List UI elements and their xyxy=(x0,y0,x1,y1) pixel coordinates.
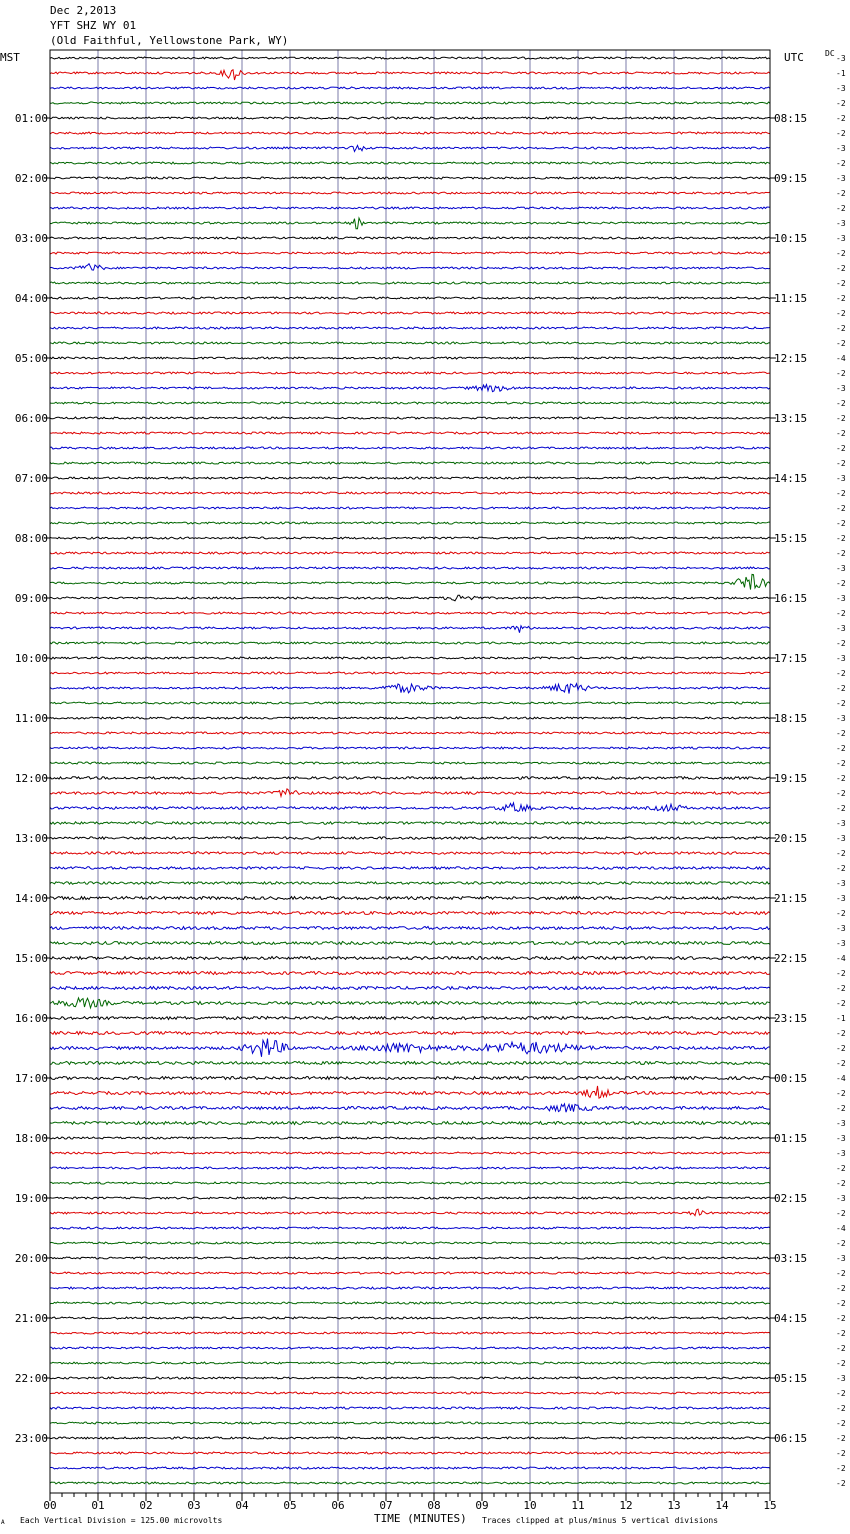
dc-offset-label: -2 xyxy=(836,579,846,588)
dc-offset-label: -2 xyxy=(836,534,846,543)
left-hour-label: 05:00 xyxy=(14,352,48,365)
x-tick-label: 15 xyxy=(763,1499,777,1512)
right-hour-label: 18:15 xyxy=(774,712,808,725)
left-hour-label: 10:00 xyxy=(14,652,48,665)
dc-offset-label: -2 xyxy=(836,864,846,873)
dc-offset-label: -3 xyxy=(836,924,846,933)
x-tick-label: 03 xyxy=(187,1499,201,1512)
clip-note: Traces clipped at plus/minus 5 vertical divisions xyxy=(482,1516,719,1525)
dc-offset-label: -2 xyxy=(836,1104,846,1113)
trace-row xyxy=(50,987,770,990)
trace-row xyxy=(50,237,770,239)
trace-row xyxy=(50,282,770,284)
dc-offset-label: -2 xyxy=(836,549,846,558)
trace-row xyxy=(50,1257,770,1259)
dc-offset-label: -3 xyxy=(836,384,846,393)
x-tick-label: 06 xyxy=(331,1499,345,1512)
trace-row xyxy=(50,1122,770,1125)
trace-row xyxy=(50,1467,770,1469)
trace-row xyxy=(50,1317,770,1319)
right-hour-label: 04:15 xyxy=(774,1312,808,1325)
dc-offset-label: -2 xyxy=(836,699,846,708)
dc-offset-label: -3 xyxy=(836,219,846,228)
trace-row xyxy=(50,837,770,839)
dc-offset-label: -2 xyxy=(836,609,846,618)
dc-offset-label: -3 xyxy=(836,1134,846,1143)
left-hour-label: 12:00 xyxy=(14,772,48,785)
trace-row xyxy=(50,462,770,464)
trace-row xyxy=(50,522,770,524)
dc-offset-label: -2 xyxy=(836,399,846,408)
trace-row xyxy=(50,207,770,209)
dc-offset-label: -2 xyxy=(836,369,846,378)
dc-offset-label: -2 xyxy=(836,804,846,813)
left-hour-label: 06:00 xyxy=(14,412,48,425)
trace-row xyxy=(50,717,770,719)
dc-offset-label: -3 xyxy=(836,144,846,153)
trace-row xyxy=(50,803,770,812)
dc-offset-label: -3 xyxy=(836,624,846,633)
dc-offset-label: -2 xyxy=(836,309,846,318)
dc-offset-label: -3 xyxy=(836,474,846,483)
dc-offset-label: -2 xyxy=(836,729,846,738)
left-hour-labels xyxy=(15,112,50,1445)
trace-row xyxy=(50,612,770,614)
dc-offset-label: -2 xyxy=(836,1464,846,1473)
right-hour-label: 14:15 xyxy=(774,472,808,485)
right-hour-labels xyxy=(770,112,807,1445)
dc-offset-label: -2 xyxy=(836,204,846,213)
trace-row xyxy=(50,574,770,589)
left-hour-label: 16:00 xyxy=(14,1012,48,1025)
trace-row xyxy=(50,132,770,134)
trace-row xyxy=(50,1152,770,1154)
dc-offset-label: -3 xyxy=(836,594,846,603)
dc-offset-label: -2 xyxy=(836,339,846,348)
trace-row xyxy=(50,942,770,945)
right-hour-label: 23:15 xyxy=(774,1012,808,1025)
x-axis-title: TIME (MINUTES) xyxy=(374,1512,467,1525)
trace-row xyxy=(50,1077,770,1080)
dc-offset-label: -2 xyxy=(836,759,846,768)
dc-offset-label: -2 xyxy=(836,1404,846,1413)
corner-mark: A xyxy=(1,1519,5,1526)
seismic-traces xyxy=(50,57,770,1484)
trace-row xyxy=(50,972,770,975)
trace-row xyxy=(50,1167,770,1169)
dc-offset-label: -2 xyxy=(836,1089,846,1098)
trace-row xyxy=(50,1017,770,1020)
dc-offset-label: -2 xyxy=(836,1269,846,1278)
trace-row xyxy=(50,1227,770,1229)
dc-offset-label: -2 xyxy=(836,1164,846,1173)
dc-offset-labels xyxy=(836,54,846,1488)
left-hour-label: 17:00 xyxy=(14,1072,48,1085)
header-station: YFT SHZ WY 01 xyxy=(50,19,137,32)
x-tick-label: 01 xyxy=(91,1499,105,1512)
left-hour-label: 09:00 xyxy=(14,592,48,605)
left-hour-label: 19:00 xyxy=(14,1192,48,1205)
trace-row xyxy=(50,897,770,900)
trace-row xyxy=(50,1377,770,1379)
trace-row xyxy=(50,1032,770,1035)
dc-offset-label: -2 xyxy=(836,969,846,978)
dc-offset-label: -3 xyxy=(836,894,846,903)
dc-offset-label: -3 xyxy=(836,84,846,93)
header-location: (Old Faithful, Yellowstone Park, WY) xyxy=(50,34,289,47)
x-tick-label: 11 xyxy=(571,1499,585,1512)
trace-row xyxy=(50,1272,770,1274)
dc-offset-label: -2 xyxy=(836,279,846,288)
dc-offset-label: -2 xyxy=(836,1449,846,1458)
dc-offset-label: -2 xyxy=(836,849,846,858)
right-hour-label: 01:15 xyxy=(774,1132,808,1145)
dc-offset-label: -2 xyxy=(836,324,846,333)
trace-row xyxy=(50,1452,770,1454)
trace-row xyxy=(50,357,770,359)
dc-offset-label: -2 xyxy=(836,1329,846,1338)
trace-row xyxy=(50,1182,770,1184)
trace-row xyxy=(50,417,770,419)
trace-row xyxy=(50,117,770,119)
trace-row xyxy=(50,70,770,80)
trace-row xyxy=(50,1104,770,1112)
dc-offset-label: -2 xyxy=(836,1434,846,1443)
trace-row xyxy=(50,552,770,554)
left-hour-label: 01:00 xyxy=(14,112,48,125)
x-tick-label: 04 xyxy=(235,1499,249,1512)
dc-offset-label: -4 xyxy=(836,1074,846,1083)
trace-row xyxy=(50,162,770,164)
dc-offset-label: -2 xyxy=(836,294,846,303)
trace-row xyxy=(50,1039,770,1057)
dc-offset-label: -2 xyxy=(836,159,846,168)
trace-row xyxy=(50,1437,770,1439)
dc-offset-label: -2 xyxy=(836,1044,846,1053)
dc-offset-label: -3 xyxy=(836,654,846,663)
scale-note: Each Vertical Division = 125.00 microvolts xyxy=(20,1516,223,1525)
trace-row xyxy=(50,684,770,694)
dc-offset-label: -3 xyxy=(836,1149,846,1158)
x-tick-label: 14 xyxy=(715,1499,729,1512)
dc-offset-label: -3 xyxy=(836,1254,846,1263)
dc-offset-label: -4 xyxy=(836,954,846,963)
left-hour-label: 04:00 xyxy=(14,292,48,305)
trace-row xyxy=(50,1137,770,1139)
trace-row xyxy=(50,1086,770,1098)
trace-row xyxy=(50,626,770,633)
trace-row xyxy=(50,385,770,392)
dc-offset-label: -2 xyxy=(836,774,846,783)
left-timezone-label: MST xyxy=(0,51,20,64)
dc-offset-label: -1 xyxy=(836,1014,846,1023)
trace-row xyxy=(50,327,770,329)
dc-offset-label: -3 xyxy=(836,714,846,723)
right-hour-label: 09:15 xyxy=(774,172,808,185)
trace-row xyxy=(50,1422,770,1424)
trace-row xyxy=(50,145,770,151)
trace-row xyxy=(50,1197,770,1199)
trace-row xyxy=(50,998,770,1008)
dc-offset-label: -2 xyxy=(836,1029,846,1038)
trace-row xyxy=(50,252,770,254)
left-hour-label: 02:00 xyxy=(14,172,48,185)
dc-offset-label: -2 xyxy=(836,1209,846,1218)
dc-offset-label: -2 xyxy=(836,999,846,1008)
dc-offset-label: -2 xyxy=(836,1419,846,1428)
trace-row xyxy=(50,87,770,89)
right-hour-label: 17:15 xyxy=(774,652,808,665)
x-tick-label: 05 xyxy=(283,1499,297,1512)
trace-row xyxy=(50,657,770,659)
trace-row xyxy=(50,1287,770,1289)
right-hour-label: 03:15 xyxy=(774,1252,808,1265)
dc-offset-label: -2 xyxy=(836,99,846,108)
dc-offset-label: -1 xyxy=(836,69,846,78)
trace-row xyxy=(50,507,770,509)
x-tick-label: 13 xyxy=(667,1499,681,1512)
left-hour-label: 13:00 xyxy=(14,832,48,845)
dc-offset-label: -3 xyxy=(836,1119,846,1128)
dc-offset-label: -2 xyxy=(836,429,846,438)
dc-offset-label: -2 xyxy=(836,1359,846,1368)
left-hour-label: 15:00 xyxy=(14,952,48,965)
dc-offset-label: -2 xyxy=(836,519,846,528)
trace-row xyxy=(50,1482,770,1484)
trace-row xyxy=(50,264,770,270)
trace-row xyxy=(50,747,770,749)
trace-row xyxy=(50,702,770,704)
dc-offset-label: -3 xyxy=(836,939,846,948)
dc-offset-label: -2 xyxy=(836,1299,846,1308)
trace-row xyxy=(50,537,770,539)
trace-row xyxy=(50,477,770,479)
dc-offset-label: -2 xyxy=(836,909,846,918)
trace-row xyxy=(50,432,770,434)
trace-row xyxy=(50,882,770,884)
left-hour-label: 22:00 xyxy=(14,1372,48,1385)
trace-row xyxy=(50,372,770,374)
trace-row xyxy=(50,912,770,915)
trace-row xyxy=(50,957,770,960)
left-hour-label: 18:00 xyxy=(14,1132,48,1145)
trace-row xyxy=(50,102,770,104)
dc-offset-label: -2 xyxy=(836,669,846,678)
dc-offset-label: -3 xyxy=(836,54,846,63)
dc-offset-label: -3 xyxy=(836,1374,846,1383)
left-hour-label: 08:00 xyxy=(14,532,48,545)
trace-row xyxy=(50,567,770,569)
minute-gridlines xyxy=(98,50,722,1493)
dc-offset-label: -2 xyxy=(836,444,846,453)
trace-row xyxy=(50,595,770,601)
right-hour-label: 22:15 xyxy=(774,952,808,965)
x-tick-label: 08 xyxy=(427,1499,441,1512)
left-hour-label: 11:00 xyxy=(14,712,48,725)
right-hour-label: 05:15 xyxy=(774,1372,808,1385)
trace-row xyxy=(50,57,770,59)
right-hour-label: 12:15 xyxy=(774,352,808,365)
x-tick-label: 09 xyxy=(475,1499,489,1512)
trace-row xyxy=(50,789,770,796)
dc-offset-label: -3 xyxy=(836,879,846,888)
x-tick-label: 02 xyxy=(139,1499,153,1512)
dc-offset-label: -2 xyxy=(836,189,846,198)
trace-row xyxy=(50,852,770,854)
trace-row xyxy=(50,447,770,449)
dc-offset-label: -2 xyxy=(836,504,846,513)
dc-label: DC xyxy=(825,49,835,58)
x-axis-ticks xyxy=(43,1493,776,1512)
dc-offset-label: -2 xyxy=(836,129,846,138)
left-hour-label: 07:00 xyxy=(14,472,48,485)
right-hour-label: 20:15 xyxy=(774,832,808,845)
dc-offset-label: -3 xyxy=(836,234,846,243)
dc-offset-label: -2 xyxy=(836,984,846,993)
dc-offset-label: -2 xyxy=(836,1284,846,1293)
right-hour-label: 13:15 xyxy=(774,412,808,425)
dc-offset-label: -4 xyxy=(836,354,846,363)
dc-offset-label: -2 xyxy=(836,1344,846,1353)
left-hour-label: 23:00 xyxy=(14,1432,48,1445)
right-hour-label: 00:15 xyxy=(774,1072,808,1085)
right-hour-label: 19:15 xyxy=(774,772,808,785)
x-tick-label: 12 xyxy=(619,1499,633,1512)
dc-offset-label: -3 xyxy=(836,1194,846,1203)
trace-row xyxy=(50,1062,770,1065)
trace-row xyxy=(50,822,770,824)
dc-offset-label: -2 xyxy=(836,744,846,753)
dc-offset-label: -2 xyxy=(836,1314,846,1323)
dc-offset-label: -2 xyxy=(836,264,846,273)
right-hour-label: 02:15 xyxy=(774,1192,808,1205)
right-hour-label: 08:15 xyxy=(774,112,808,125)
trace-row xyxy=(50,927,770,930)
dc-offset-label: -3 xyxy=(836,174,846,183)
trace-row xyxy=(50,492,770,494)
trace-row xyxy=(50,732,770,734)
left-hour-label: 20:00 xyxy=(14,1252,48,1265)
dc-offset-label: -3 xyxy=(836,564,846,573)
x-tick-label: 07 xyxy=(379,1499,393,1512)
dc-offset-label: -2 xyxy=(836,489,846,498)
left-hour-label: 21:00 xyxy=(14,1312,48,1325)
dc-offset-label: -2 xyxy=(836,459,846,468)
x-tick-label: 00 xyxy=(43,1499,57,1512)
trace-row xyxy=(50,867,770,869)
dc-offset-label: -2 xyxy=(836,249,846,258)
dc-offset-label: -2 xyxy=(836,1179,846,1188)
trace-row xyxy=(50,1347,770,1349)
trace-row xyxy=(50,312,770,314)
right-hour-label: 15:15 xyxy=(774,532,808,545)
dc-offset-label: -2 xyxy=(836,1059,846,1068)
dc-offset-label: -2 xyxy=(836,1479,846,1488)
dc-offset-label: -2 xyxy=(836,414,846,423)
trace-row xyxy=(50,177,770,179)
trace-row xyxy=(50,762,770,764)
dc-offset-label: -3 xyxy=(836,819,846,828)
header-date: Dec 2,2013 xyxy=(50,4,117,17)
trace-row xyxy=(50,218,770,229)
right-hour-label: 06:15 xyxy=(774,1432,808,1445)
right-hour-label: 11:15 xyxy=(774,292,808,305)
dc-offset-label: -2 xyxy=(836,1389,846,1398)
dc-offset-label: -2 xyxy=(836,114,846,123)
trace-row xyxy=(50,642,770,644)
trace-row xyxy=(50,342,770,344)
left-hour-label: 03:00 xyxy=(14,232,48,245)
right-hour-label: 10:15 xyxy=(774,232,808,245)
right-hour-label: 16:15 xyxy=(774,592,808,605)
trace-row xyxy=(50,777,770,779)
left-hour-label: 14:00 xyxy=(14,892,48,905)
trace-row xyxy=(50,1332,770,1334)
trace-row xyxy=(50,297,770,299)
dc-offset-label: -2 xyxy=(836,1239,846,1248)
trace-row xyxy=(50,672,770,674)
dc-offset-label: -2 xyxy=(836,789,846,798)
right-hour-label: 21:15 xyxy=(774,892,808,905)
trace-row xyxy=(50,1209,770,1216)
trace-row xyxy=(50,192,770,194)
trace-row xyxy=(50,1407,770,1409)
dc-offset-label: -2 xyxy=(836,639,846,648)
trace-row xyxy=(50,1302,770,1304)
trace-row xyxy=(50,1242,770,1244)
trace-row xyxy=(50,1392,770,1394)
right-timezone-label: UTC xyxy=(784,51,804,64)
dc-offset-label: -3 xyxy=(836,834,846,843)
x-tick-label: 10 xyxy=(523,1499,537,1512)
trace-row xyxy=(50,402,770,404)
trace-row xyxy=(50,1362,770,1364)
dc-offset-label: -2 xyxy=(836,684,846,693)
dc-offset-label: -4 xyxy=(836,1224,846,1233)
